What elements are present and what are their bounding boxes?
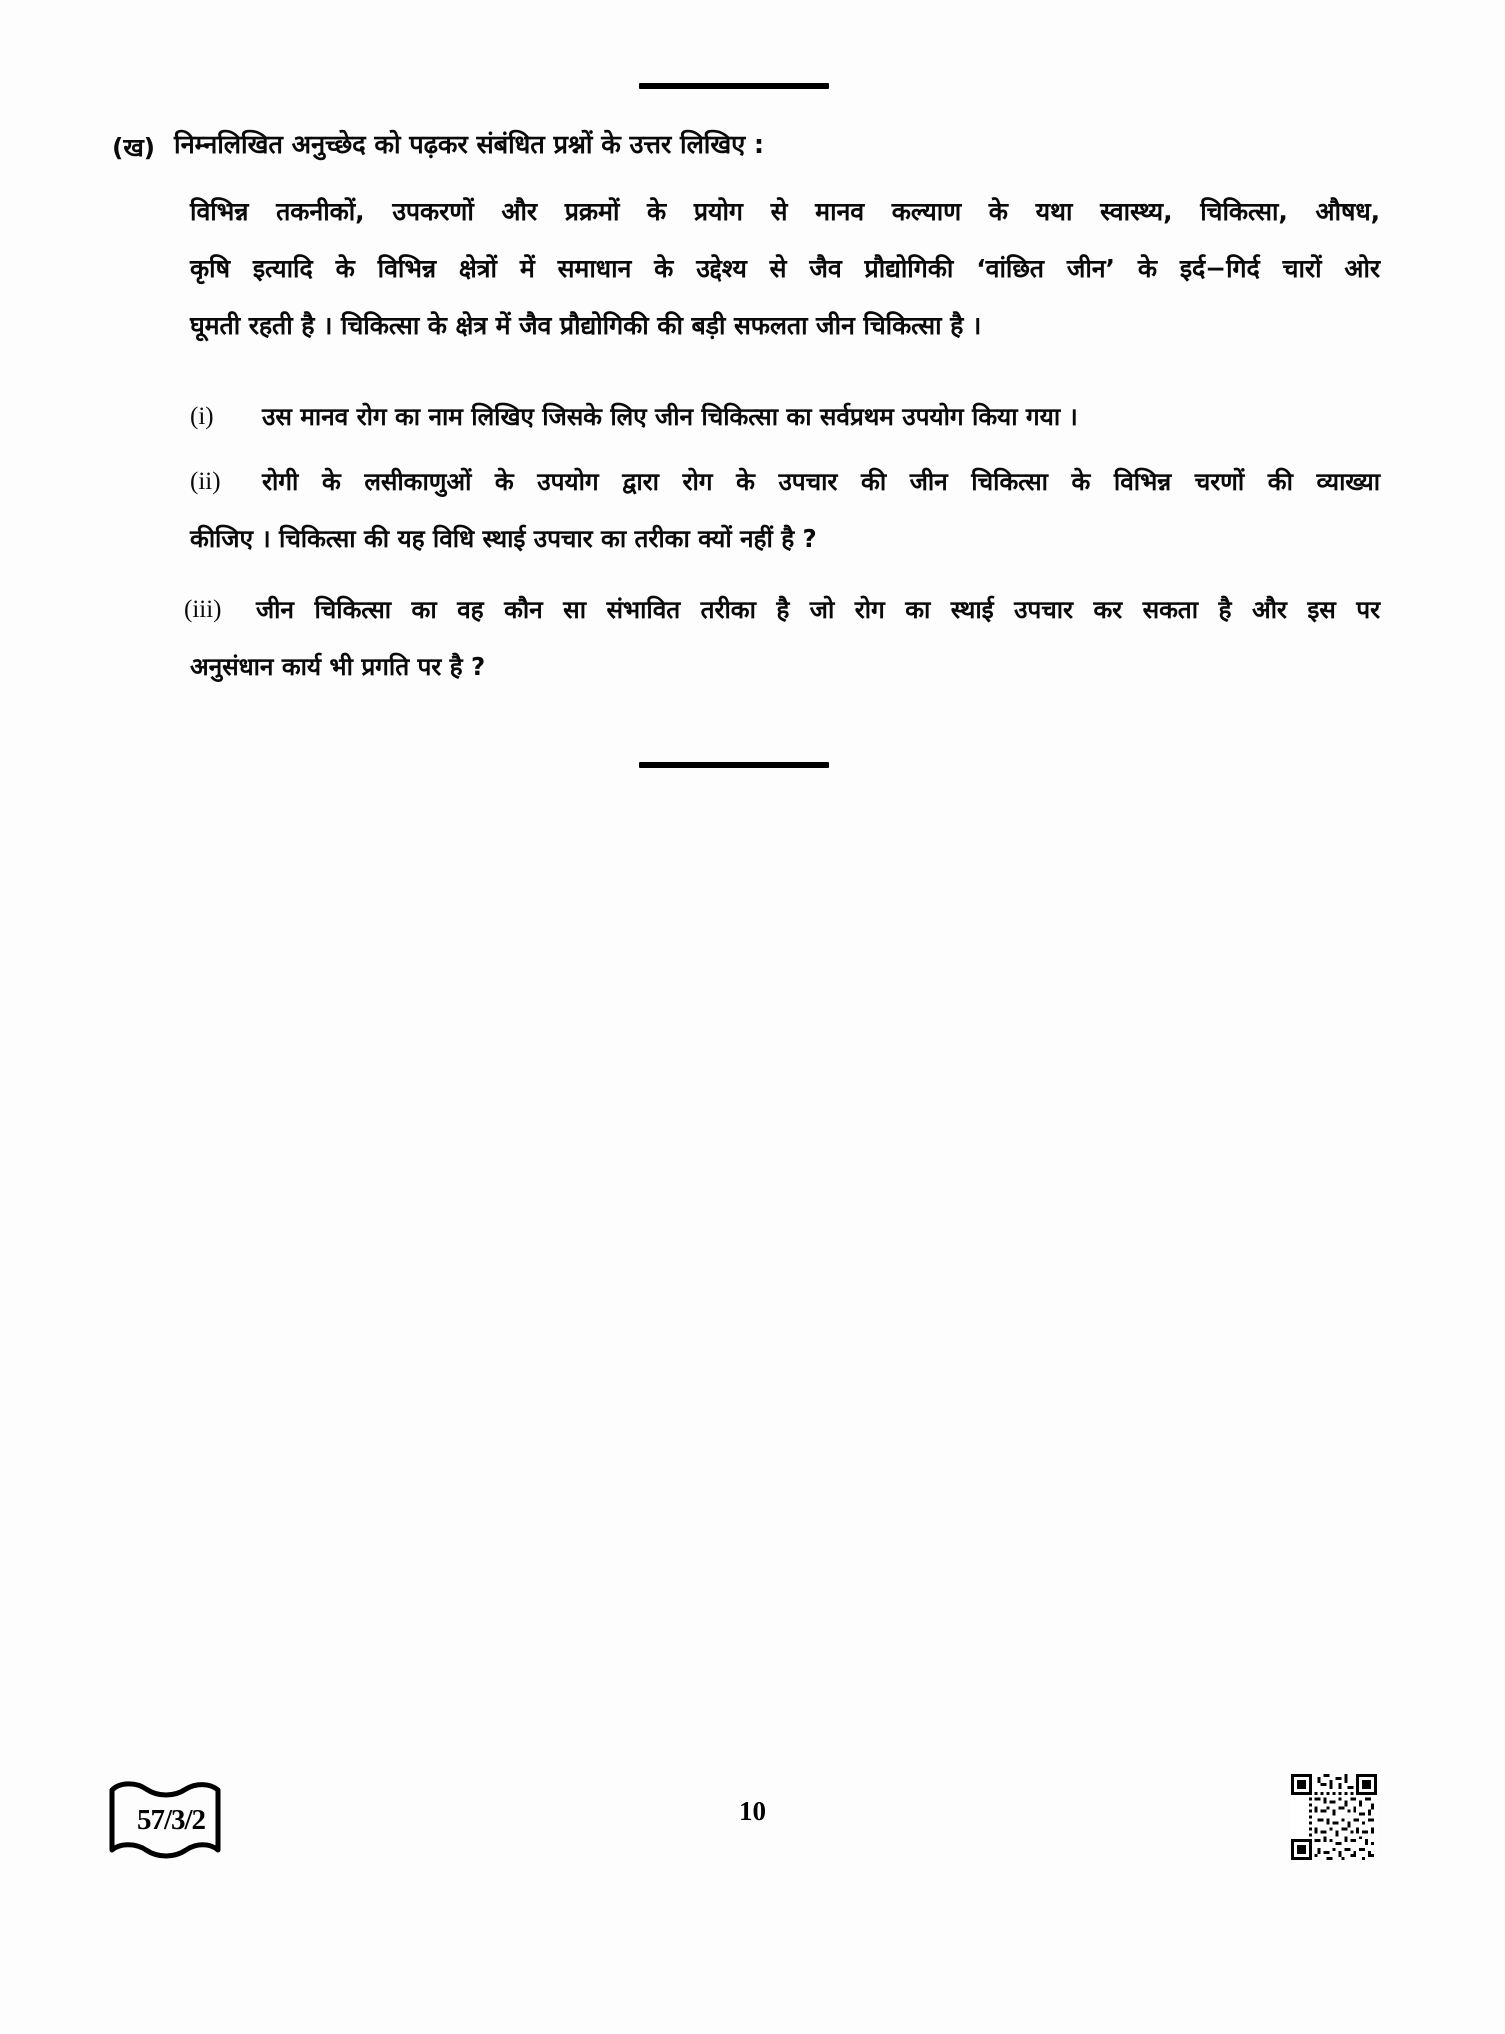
sub-question-line: अनुसंधान कार्य भी प्रगति पर है ?	[190, 652, 486, 681]
sub-question-number: (ii)	[190, 468, 221, 495]
page-footer	[0, 1760, 1505, 1900]
sub-question-number: (iii)	[184, 596, 222, 623]
sub-question-ii	[190, 465, 1380, 579]
question-heading-row	[112, 130, 1402, 162]
sub-question-line: कीजिए । चिकित्सा की यह विधि स्थाई उपचार का तरीका क्यों नहीं है ?	[190, 524, 817, 553]
top-divider-rule	[639, 83, 829, 89]
passage-line: घूमती रहती है । चिकित्सा के क्षेत्र में जैव प्रौद्योगिकी की बड़ी सफलता जीन चिकित्सा है ।	[190, 311, 982, 340]
sub-question-line: रोगी के लसीकाणुओं के उपयोग द्वारा रोग के उपचार की जीन चिकित्सा के विभिन्न चरणों की व्याख्या	[262, 467, 1380, 496]
sub-question-i	[190, 400, 1380, 457]
paper-code-text: 57/3/2	[136, 1803, 206, 1836]
question-marker: (ख)	[112, 133, 156, 162]
passage-line: विभिन्न तकनीकों, उपकरणों और प्रक्रमों के प्रयोग से मानव कल्याण के यथा स्वास्थ्य, चिकित्सा, औषध,	[190, 197, 1380, 226]
qr-code	[1291, 1774, 1377, 1860]
bottom-divider-rule	[639, 762, 829, 768]
sub-question-line: जीन चिकित्सा का वह कौन सा संभावित तरीका है जो रोग का स्थाई उपचार कर सकता है और इस पर	[256, 595, 1380, 624]
sub-question-iii	[184, 593, 1380, 707]
page-number: 10	[739, 1796, 766, 1826]
passage-line: कृषि इत्यादि के विभिन्न क्षेत्रों में समाधान के उद्देश्य से जैव प्रौद्योगिकी ‘वांछित जीन’ के इर्द−गिर्द चारों ओर	[190, 254, 1380, 283]
sub-question-number: (i)	[190, 403, 214, 430]
passage-block	[190, 196, 1380, 367]
question-heading-text: निम्नलिखित अनुच्छेद को पढ़कर संबंधित प्रश्नों के उत्तर लिखिए :	[174, 130, 764, 160]
sub-question-line: उस मानव रोग का नाम लिखिए जिसके लिए जीन चिकित्सा का सर्वप्रथम उपयोग किया गया ।	[262, 402, 1078, 431]
